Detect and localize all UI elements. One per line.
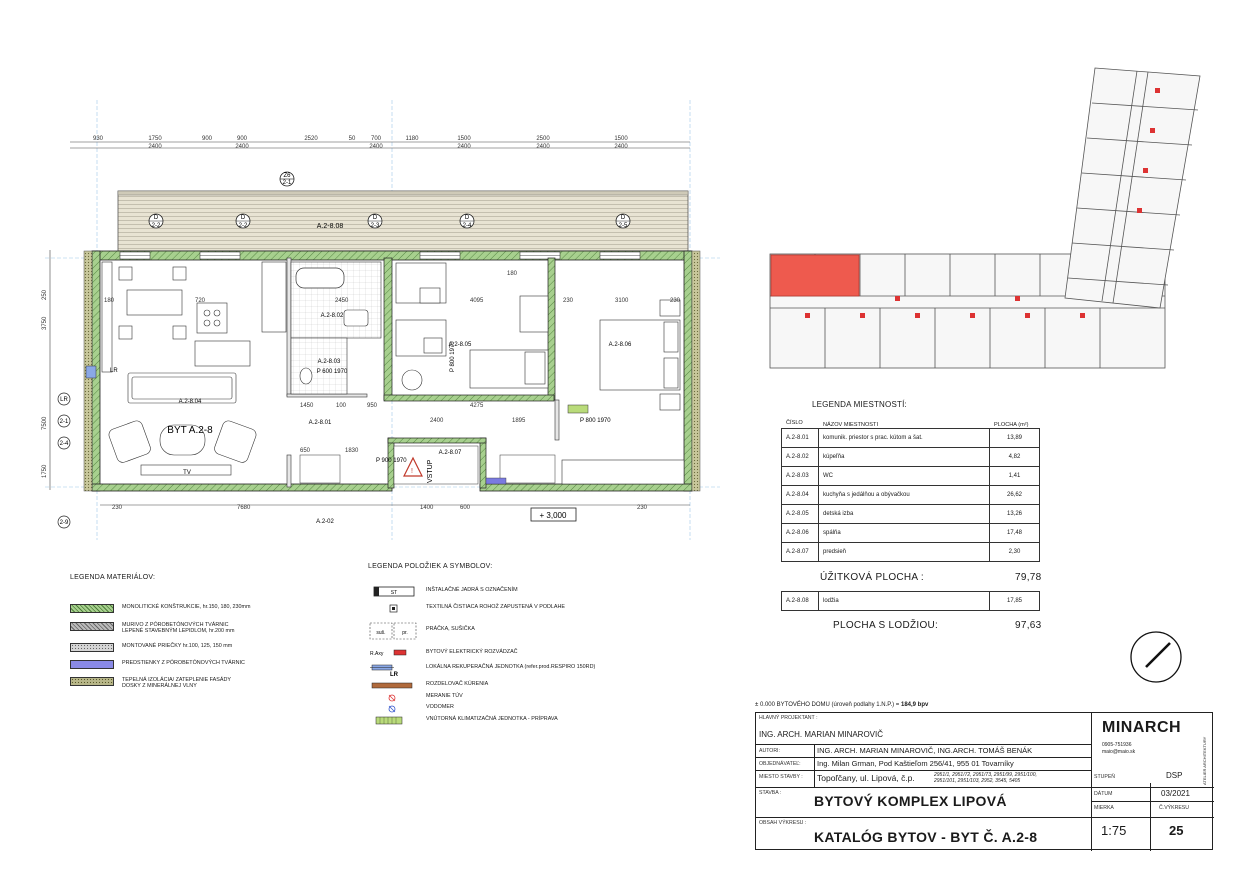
legend-symbol-item: TEXTILNÁ ČISTIACA ROHOŽ ZAPUSTENÁ V PODLAHE	[368, 603, 638, 615]
svg-text:230: 230	[112, 505, 123, 511]
left-side-markers	[58, 393, 70, 528]
svg-text:1500: 1500	[457, 136, 471, 142]
legend-symbol-item: VODOMER	[368, 703, 638, 715]
svg-text:2400: 2400	[369, 144, 383, 150]
table-row: A.2-8.03 WC 1,41	[782, 467, 1040, 486]
room-label-child: A.2-8.05	[448, 342, 472, 348]
legend-symbol-item: ST INŠTALAČNÉ JADRÁ S OZNAČENÍM	[368, 586, 638, 598]
switchboard-icon: R.Axy	[370, 651, 384, 657]
drawing-content: KATALÓG BYTOV - BYT Č. A.2-8	[814, 829, 1038, 845]
rooms-col-name: NÁZOV MIESTNOSTI	[823, 422, 879, 428]
building-name: BYTOVÝ KOMPLEX LIPOVÁ	[814, 793, 1007, 809]
rooms-col-area: PLOCHA (m²)	[994, 422, 1029, 428]
total-area-label: PLOCHA S LODŽIOU:	[833, 620, 939, 631]
child-room-furniture	[396, 263, 548, 390]
svg-text:P 800 1970: P 800 1970	[450, 341, 456, 372]
svg-text:LR: LR	[390, 672, 398, 677]
svg-text:1450: 1450	[300, 403, 314, 409]
parcels: 2951/1, 2951/72, 2951/73, 2951/99, 2951/100, 2951/101, 2951/103, 2952, 3545, 5405	[934, 772, 1037, 784]
svg-text:50: 50	[348, 136, 356, 142]
top-dims-row1	[93, 136, 628, 142]
legend-symbol-item: suš. pr. PRÁČKA, SUŠIČKA	[368, 621, 638, 641]
svg-text:2400: 2400	[430, 418, 444, 424]
table-row: A.2-8.07 predsieň 2,30	[782, 543, 1040, 562]
legend-symbols-title: LEGENDA POLOŽIEK A SYMBOLOV:	[368, 563, 493, 570]
svg-text:930: 930	[92, 136, 104, 142]
svg-text:2-1: 2-1	[59, 419, 69, 425]
highlighted-unit	[771, 255, 859, 296]
stage: DSP	[1166, 771, 1183, 780]
svg-text:2450: 2450	[335, 298, 349, 304]
svg-text:D: D	[464, 215, 470, 221]
loggia-area	[118, 191, 688, 251]
partition-swatch	[70, 643, 114, 652]
dining-table	[119, 267, 186, 339]
installation-core-icon: ST	[390, 590, 398, 596]
svg-text:900: 900	[201, 136, 213, 142]
sofa	[107, 373, 257, 475]
ground-level-note: ± 0.000 BYTOVÉHO DOMU (úroveň podlahy 1.N.P.) = 184,9 bpv	[755, 702, 929, 708]
scale: 1:75	[1101, 823, 1127, 838]
svg-text:2500: 2500	[536, 136, 550, 142]
legend-material-item: MURIVO Z PÓROBETÓNOVÝCH TVÁRNIC LEPENÉ STAVEBNÝM LEPIDLOM, hr.200 mm	[70, 622, 330, 638]
svg-text:2400: 2400	[148, 144, 162, 150]
lining-swatch	[70, 660, 114, 669]
site: Topoľčany, ul. Lipová, č.p.	[817, 773, 915, 783]
table-row: A.2-8.01 komunik. priestor s prac. kútom a šat. 13,89	[782, 429, 1040, 448]
table-row: A.2-8.02 kúpeľňa 4,82	[782, 448, 1040, 467]
svg-text:600: 600	[460, 505, 471, 511]
legend-symbol-item: LR LOKÁLNA REKUPERAČNÁ JEDNOTKA (refer.prod.RESPIRO 150RD)	[368, 663, 638, 677]
svg-text:2520: 2520	[304, 136, 318, 142]
room-label-wc: A.2-8.03	[317, 359, 341, 365]
svg-text:230: 230	[637, 505, 648, 511]
insulation-swatch	[70, 677, 114, 686]
svg-text:650: 650	[300, 448, 311, 454]
svg-text:7680: 7680	[237, 505, 251, 511]
legend-symbol-item: MERANIE TÚV	[368, 692, 638, 704]
firm-phone: 0905-751936	[1102, 742, 1132, 748]
svg-text:720: 720	[195, 298, 206, 304]
svg-text:2400: 2400	[614, 144, 628, 150]
svg-text:1830: 1830	[345, 448, 359, 454]
svg-text:250: 250	[42, 289, 48, 300]
rooms-table	[781, 428, 1040, 562]
legend-materials-title: LEGENDA MATERIÁLOV:	[70, 574, 156, 581]
svg-text:P 900 1970: P 900 1970	[376, 458, 407, 464]
svg-text:7500: 7500	[42, 416, 48, 430]
room-label-loggia: A.2-8.08	[316, 223, 344, 230]
firm-logo: MINARCH	[1102, 719, 1182, 736]
table-row: A.2-8.08 lodžia 17,85	[782, 592, 1040, 611]
svg-text:3100: 3100	[615, 298, 629, 304]
bedroom-furniture	[562, 300, 684, 484]
table-row: A.2-8.06 spálňa 17,48	[782, 524, 1040, 543]
svg-text:2-5: 2-5	[618, 223, 628, 229]
bathtub-icon	[296, 268, 344, 288]
svg-text:1500: 1500	[614, 136, 628, 142]
authors: ING. ARCH. MARIAN MINAROVIČ, ING.ARCH. TOMÁŠ BENÁK	[817, 746, 1033, 755]
svg-text:TV: TV	[183, 470, 191, 476]
svg-text:100: 100	[336, 403, 347, 409]
svg-text:900: 900	[236, 136, 248, 142]
north-arrow-icon	[1128, 628, 1188, 688]
svg-text:2-2: 2-2	[151, 223, 161, 229]
svg-text:P 800 1970: P 800 1970	[580, 418, 611, 424]
legend-material-item: PREDSTIENKY Z PÓROBETÓNOVÝCH TVÁRNIC	[70, 660, 330, 676]
toilet-icon	[300, 368, 312, 384]
heating-manifold-icon	[372, 683, 412, 688]
svg-text:2-4: 2-4	[59, 441, 69, 447]
svg-text:950: 950	[367, 403, 378, 409]
svg-text:1750: 1750	[42, 464, 48, 478]
room-label-vestibule: A.2-8.07	[438, 450, 462, 456]
svg-text:LR: LR	[60, 397, 68, 403]
svg-text:230: 230	[563, 298, 574, 304]
room-label-bedroom: A.2-8.06	[608, 342, 632, 348]
legend-material-item: MONOLITICKÉ KONŠTRUKCIE, hr.150, 180, 230mm	[70, 604, 330, 620]
washbasin-icon	[344, 310, 368, 326]
svg-text:1895: 1895	[512, 418, 526, 424]
firm-tagline: ATELIER ARCHITEKTURY	[1202, 736, 1207, 785]
title-block: HLAVNÝ PROJEKTANT : ING. ARCH. MARIAN MINAROVIČ AUTORI: ING. ARCH. MARIAN MINAROVIČ, ING.ARCH. TOMÁŠ BENÁK OBJEDNÁVATEĽ: Ing. Milan Grman, Pod Kaštieľom 256/41, 955 01 Tovarníky MIESTO STAVBY : Topoľčany, ul. Lipová, č.p. 2951/1, 2951/72, 2951/73, 2951/99, 2951/100, 2951/101, 2951/103, 2952, 3545, 5405 STAVBA : BYTOVÝ KOMPLEX LIPOVÁ OBSAH VÝKRESU : KATALÓG BYTOV - BYT Č. A.2-8 MINARCH ATELIER ARCHITEKTURY 0905-751936 maio@maio.sk STUPEŇ DSP DÁTUM 03/2021 MIERKA Č.VÝKRESU 1:75 25	[755, 712, 1213, 850]
floor-plan	[0, 0, 730, 560]
chief-designer: ING. ARCH. MARIAN MINAROVIČ	[759, 730, 884, 739]
room-label-bath: A.2-8.02	[320, 313, 344, 319]
monolithic-swatch	[70, 604, 114, 613]
top-dims-row2	[148, 144, 628, 150]
apartment-label: BYT A.2-8	[167, 425, 213, 436]
svg-text:VSTUP: VSTUP	[427, 459, 434, 483]
svg-text:2-1: 2-1	[282, 180, 292, 186]
axis-marker-z6	[280, 172, 294, 186]
svg-text:LR: LR	[110, 368, 118, 374]
key-plan	[765, 58, 1210, 378]
svg-text:230: 230	[670, 298, 681, 304]
svg-text:2400: 2400	[235, 144, 249, 150]
room-label-living: A.2-8.04	[178, 399, 202, 405]
svg-text:pr.: pr.	[402, 630, 408, 636]
left-dimensions	[42, 250, 50, 490]
svg-text:2-3: 2-3	[370, 223, 380, 229]
svg-text:4275: 4275	[470, 403, 484, 409]
level-mark: + 3,000	[539, 511, 567, 520]
svg-text:2-4: 2-4	[462, 223, 472, 229]
svg-text:2400: 2400	[536, 144, 550, 150]
svg-text:1400: 1400	[420, 505, 434, 511]
drawing-number: 25	[1169, 823, 1184, 838]
usable-area-label: ÚŽITKOVÁ PLOCHA :	[820, 572, 925, 583]
svg-text:P 600 1970: P 600 1970	[316, 369, 348, 375]
svg-text:1750: 1750	[148, 136, 162, 142]
table-row: A.2-8.04 kuchyňa s jedálňou a obývačkou 26,62	[782, 486, 1040, 505]
rooms-legend-title: LEGENDA MIESTNOSTÍ:	[812, 400, 907, 409]
total-area-value: 97,63	[1015, 620, 1042, 631]
svg-text:!: !	[411, 468, 413, 475]
svg-text:1180: 1180	[405, 136, 419, 142]
svg-text:700: 700	[370, 136, 382, 142]
svg-text:D: D	[372, 215, 378, 221]
svg-text:2-9: 2-9	[59, 520, 69, 526]
svg-text:A.2-02: A.2-02	[316, 519, 334, 525]
legend-symbol-item: R.Axy BYTOVÝ ELEKTRICKÝ ROZVÁDZAČ	[370, 649, 518, 657]
svg-text:Z6: Z6	[283, 173, 291, 179]
svg-text:3750: 3750	[42, 316, 48, 330]
washer-dryer-icon: suš.	[376, 630, 386, 636]
legend-symbol-item: VNÚTORNÁ KLIMATIZAČNÁ JEDNOTKA - PRÍPRAVA	[368, 715, 638, 727]
table-row: A.2-8.05 detská izba 13,26	[782, 505, 1040, 524]
svg-text:180: 180	[104, 298, 115, 304]
masonry-swatch	[70, 622, 114, 631]
svg-text:2-2: 2-2	[238, 223, 248, 229]
client: Ing. Milan Grman, Pod Kaštieľom 256/41, 955 01 Tovarníky	[817, 759, 1014, 768]
legend-material-item: TEPELNÁ IZOLÁCIA/ ZATEPLENIE FASÁDY DOSKY Z MINERÁLNEJ VLNY	[70, 677, 330, 693]
firm-email: maio@maio.sk	[1102, 749, 1136, 755]
svg-text:180: 180	[507, 271, 518, 277]
svg-text:2400: 2400	[457, 144, 471, 150]
date: 03/2021	[1161, 789, 1190, 798]
legend-material-item: MONTOVANÉ PRIEČKY hr.100, 125, 150 mm	[70, 643, 330, 659]
usable-area-value: 79,78	[1015, 572, 1042, 583]
room-label-hall: A.2-8.01	[308, 420, 332, 426]
svg-text:D: D	[240, 215, 246, 221]
loggia-table	[781, 591, 1040, 611]
svg-text:D: D	[620, 215, 626, 221]
svg-text:D: D	[153, 215, 159, 221]
legend-symbol-item: ROZDELOVAČ KÚRENIA	[368, 680, 638, 692]
svg-text:4095: 4095	[470, 298, 484, 304]
rooms-col-number: ČÍSLO	[786, 420, 803, 426]
